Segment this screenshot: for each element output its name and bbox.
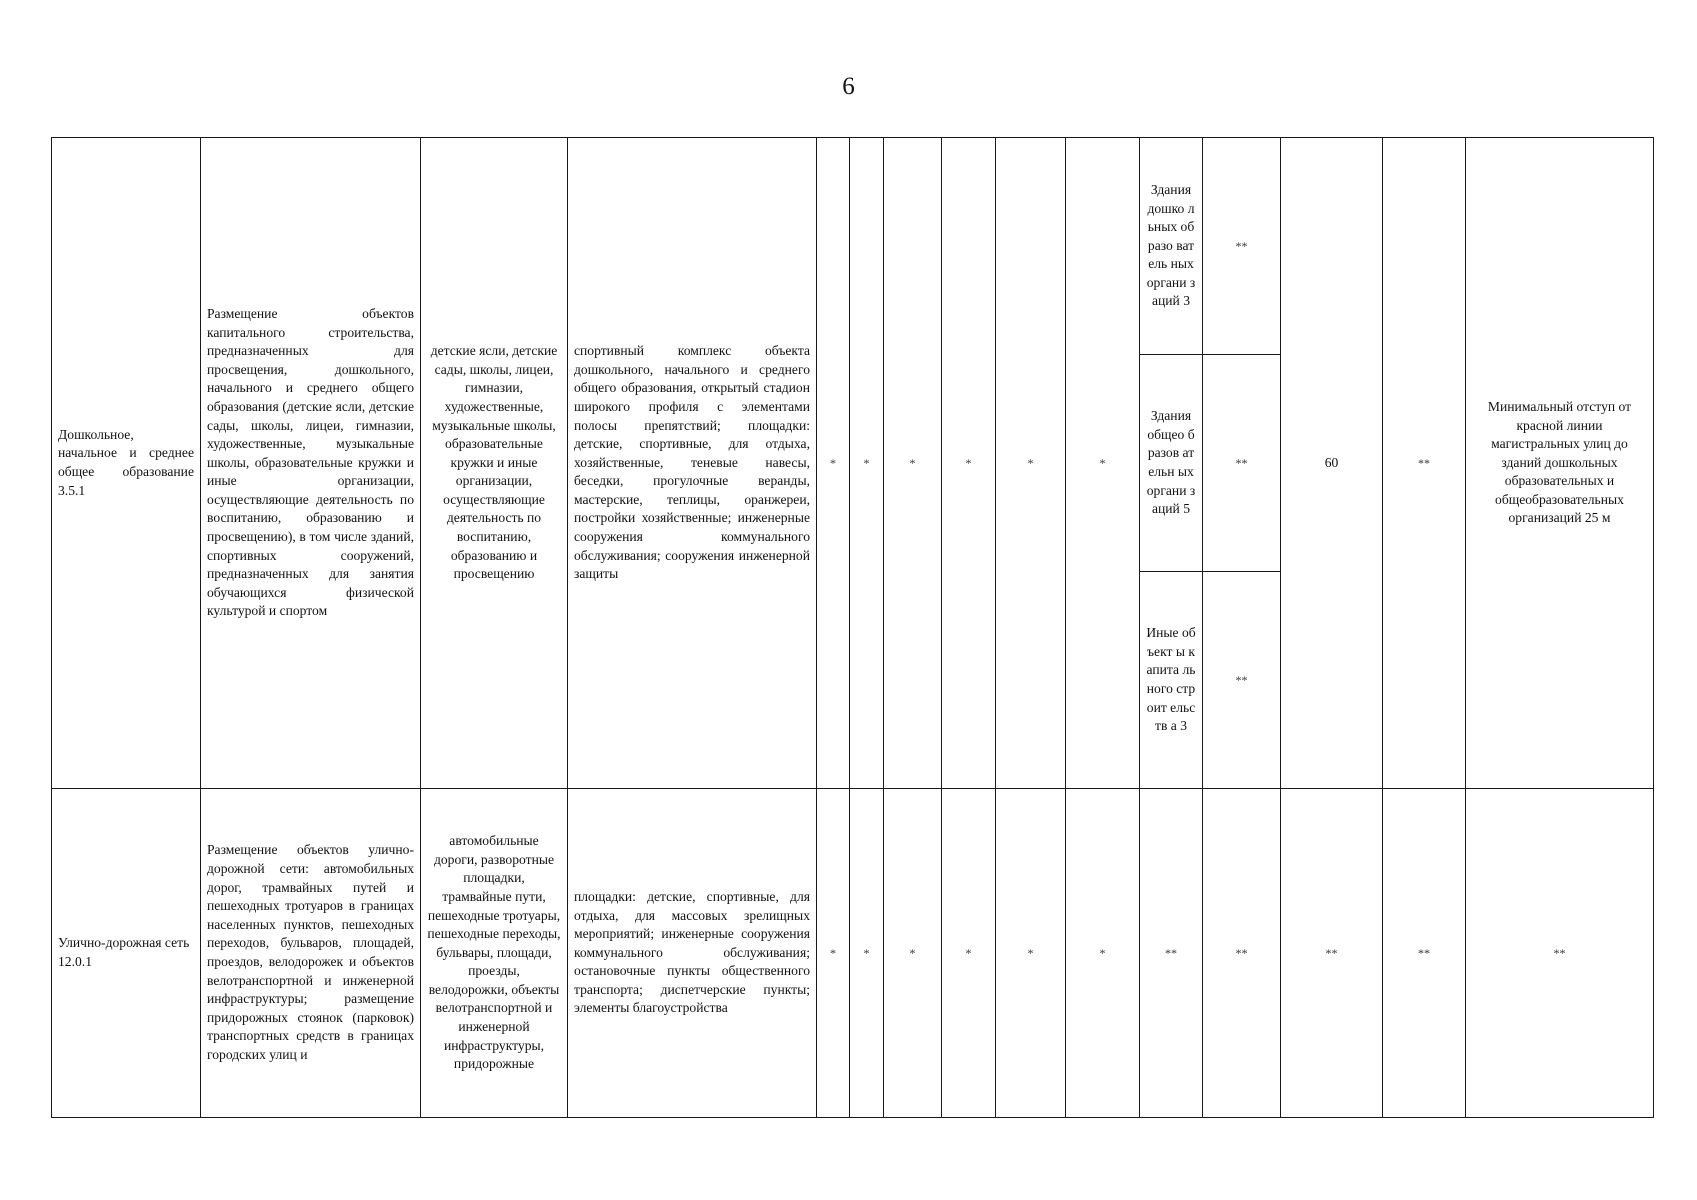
use-name-cell: Улично-дорожная сеть 12.0.1 <box>52 789 201 1118</box>
param-cell: * <box>942 138 996 789</box>
param-cell: * <box>817 789 850 1118</box>
param-cell: * <box>884 138 942 789</box>
param-cell: * <box>996 789 1066 1118</box>
auxiliary-objects-cell: площадки: детские, спортивные, для отдыха, для массовых зрелищных мероприятий; инженерные сооружения коммунального обслуживания; остановочные пункты общественного транспорта; диспетчерские пункты; элементы благоустройства <box>568 789 817 1118</box>
setback-label-cell: Здания общео бразов ательн ых органи заций 5 <box>1140 355 1203 572</box>
setback-value-cell: ** <box>1203 789 1281 1118</box>
coverage-percent-cell: 60 <box>1281 138 1383 789</box>
note-cell: Минимальный отступ от красной линии магистральных улиц до зданий дошкольных образовательных и общеобразовательных организаций 25 м <box>1466 138 1654 789</box>
auxiliary-objects-cell: спортивный комплекс объекта дошкольного, начального и среднего общего образования, открытый стадион широкого профиля с элементами полосы препятствий; площадки: детские, спортивные, для отдыха, хозяйственные, теневые навесы, беседки, прогулочные веранды, мастерские, теплицы, оранжереи, постройки хозяйственные; инженерные сооружения коммунального обслуживания; сооружения инженерной защиты <box>568 138 817 789</box>
param-cell: * <box>817 138 850 789</box>
setback-label-cell: Здания дошко льных образо ватель ных органи заций 3 <box>1140 138 1203 355</box>
setback-value-cell: ** <box>1203 355 1281 572</box>
use-description-cell: Размещение объектов капитального строительства, предназначенных для просвещения, дошкольного, начального и среднего общего образования (детские ясли, детские сады, школы, лицеи, гимназии, художественные, музыкальные школы, образовательные кружки и иные организации, осуществляющие деятельность по воспитанию, образованию и просвещению), в том числе зданий, спортивных сооружений, предназначенных для занятия обучающихся физической культурой и спортом <box>201 138 421 789</box>
param-cell: * <box>996 138 1066 789</box>
extra-param-cell: ** <box>1383 138 1466 789</box>
extra-param-cell: ** <box>1383 789 1466 1118</box>
use-description-cell: Размещение объектов улично-дорожной сети: автомобильных дорог, трамвайных путей и пешеходных тротуаров в границах населенных пунктов, пешеходных переходов, бульваров, площадей, проездов, велодорожек и объектов велотранспортной и инженерной инфраструктуры; размещение придорожных стоянок (парковок) транспортных средств в границах городских улиц и <box>201 789 421 1118</box>
param-cell: * <box>850 789 884 1118</box>
coverage-percent-cell: ** <box>1281 789 1383 1118</box>
param-cell: * <box>850 138 884 789</box>
page-number: 6 <box>842 73 855 100</box>
setback-label-cell: ** <box>1140 789 1203 1118</box>
param-cell: * <box>1066 789 1140 1118</box>
param-cell: * <box>942 789 996 1118</box>
setback-label-cell: Иные объект ы капита льного строит ельств а 3 <box>1140 572 1203 789</box>
use-name-cell: Дошкольное, начальное и среднее общее образование 3.5.1 <box>52 138 201 789</box>
setback-value-cell: ** <box>1203 138 1281 355</box>
land-use-table <box>51 137 1654 1118</box>
setback-value-cell: ** <box>1203 572 1281 789</box>
main-objects-cell: автомобильные дороги, разворотные площадки, трамвайные пути, пешеходные тротуары, пешеходные переходы, бульвары, площади, проезды, велодорожки, объекты велотранспортной и инженерной инфраструктуры, придорожные <box>421 789 568 1118</box>
param-cell: * <box>884 789 942 1118</box>
main-objects-cell: детские ясли, детские сады, школы, лицеи, гимназии, художественные, музыкальные школы, образовательные кружки и иные организации, осуществляющие деятельность по воспитанию, образованию и просвещению <box>421 138 568 789</box>
param-cell: * <box>1066 138 1140 789</box>
note-cell: ** <box>1466 789 1654 1118</box>
table-row <box>52 138 1654 355</box>
table-row <box>52 789 1654 1118</box>
